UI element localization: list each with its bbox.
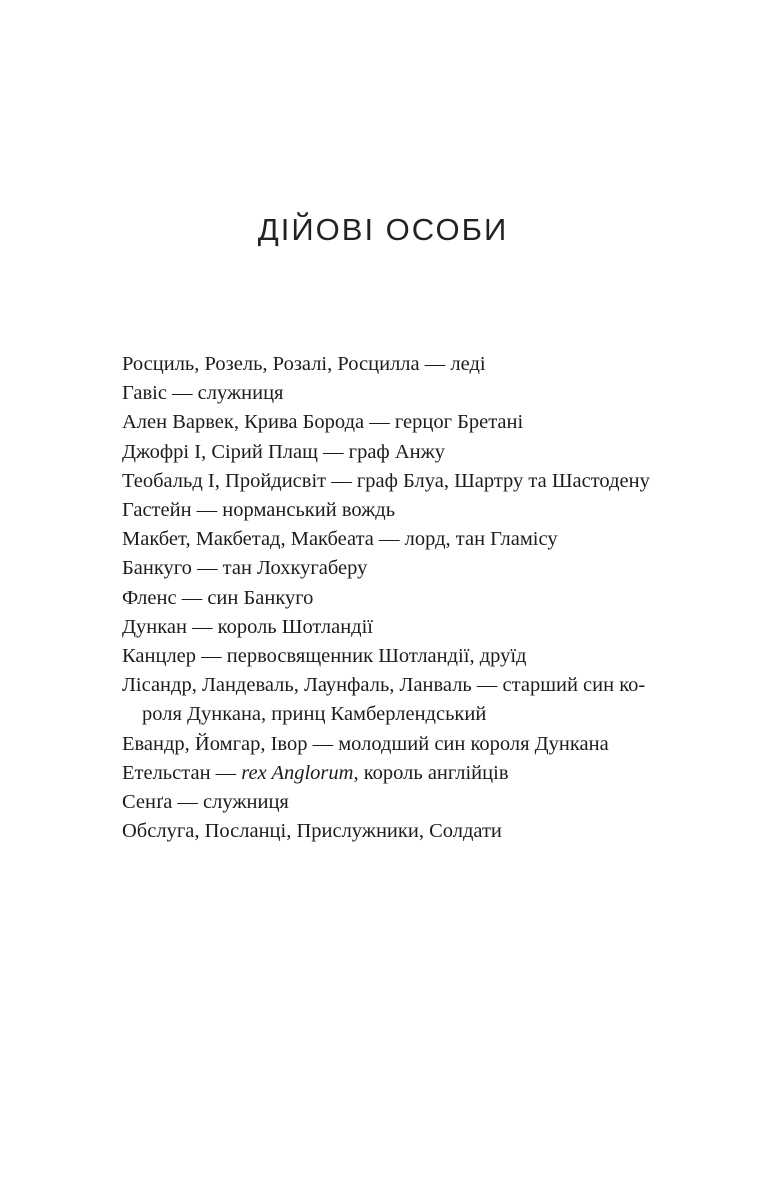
- cast-item: Джофрі I, Сірий Плащ — граф Анжу: [122, 440, 446, 463]
- cast-item-continuation: роля Дункана, принц Камберлендський: [142, 703, 487, 726]
- cast-item: Росциль, Розель, Розалі, Росцилла — леді: [122, 353, 486, 375]
- cast-item-name: Етельстан —: [122, 761, 242, 784]
- cast-item: Банкуго — тан Лохкугаберу: [122, 557, 368, 580]
- cast-item: Лісандр, Ландеваль, Лаунфаль, Ланваль — старший син ко-: [122, 674, 646, 697]
- cast-item: Ален Варвек, Крива Борода — герцог Бретані: [122, 411, 524, 434]
- cast-item: Сенґа — служниця: [122, 791, 289, 814]
- cast-item-latin-title: rex Anglorum: [241, 761, 354, 784]
- cast-item: Фленс — син Банкуго: [122, 586, 314, 609]
- cast-item: [122, 759, 682, 788]
- cast-item: Дункан — король Шотландії: [122, 615, 374, 638]
- cast-item: Канцлер — первосвященник Шотландії, друїд: [122, 645, 527, 668]
- cast-item: Макбет, Макбетад, Макбеата — лорд, тан Гламісу: [122, 528, 558, 551]
- cast-item: Теобальд I, Пройдисвіт — граф Блуа, Шартру та Шастодену: [122, 469, 650, 492]
- cast-list: [122, 350, 682, 846]
- cast-item: Обслуга, Посланці, Прислужники, Солдати: [122, 820, 502, 843]
- cast-item-role: , король англійців: [353, 761, 509, 784]
- cast-item: Гастейн — норманський вождь: [122, 499, 396, 522]
- cast-item: Евандр, Йомгар, Івор — молодший син короля Дункана: [122, 732, 609, 755]
- cast-item: Гавіс — служниця: [122, 382, 284, 405]
- page-title: ДІЙОВІ ОСОБИ: [257, 212, 509, 247]
